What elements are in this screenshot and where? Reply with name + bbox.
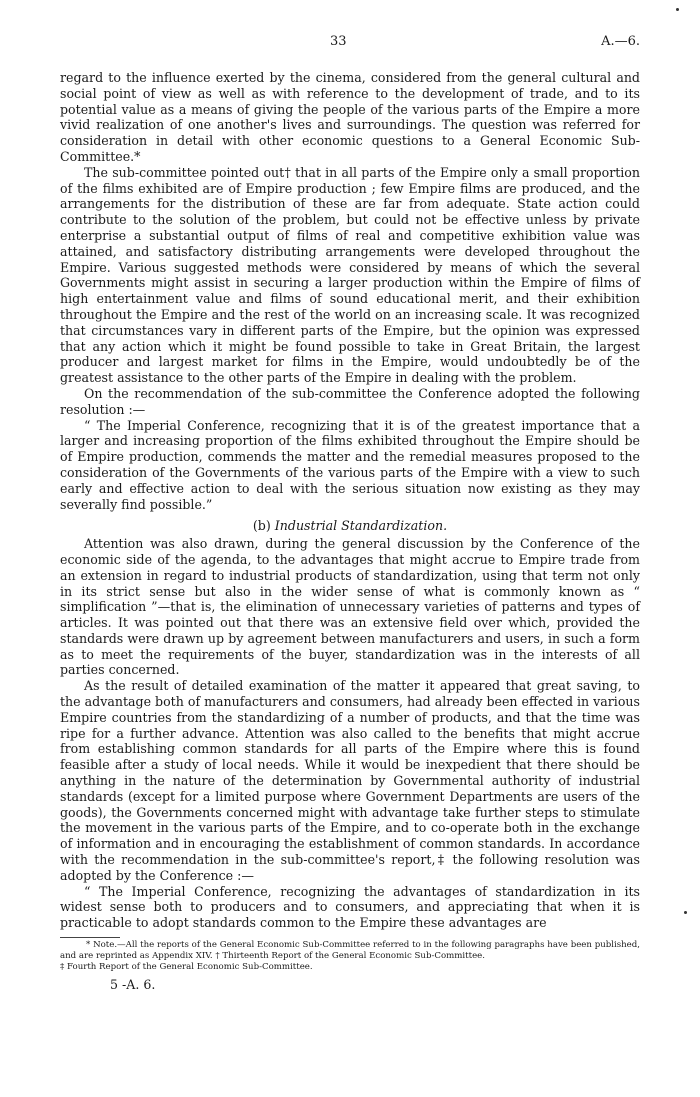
body-text	[60, 70, 640, 931]
page-header	[60, 30, 640, 52]
section-heading	[60, 518, 640, 534]
printer-reference: 5 -A. 6.	[110, 977, 156, 993]
footnote-divider	[60, 937, 120, 938]
section-label: (b)	[252, 518, 271, 534]
footnote-line: * Note.—All the reports of the General Economic Sub-Committee referred to in the following paragraphs have been published, and are reprinted as Appendix XIV. † Thirteenth Report of the General Economic Sub-Committee.	[60, 940, 640, 962]
section-title: Industrial Standardization.	[274, 518, 448, 534]
scan-speck	[676, 8, 679, 11]
paragraph-standardization-examination: As the result of detailed examination of the matter it appeared that great saving, to the advantage both of manufacturers and consumers, had already been effected in various Empire countries from the standardizing of a number of products, and that the time was ripe for a further advance. Attention was also called to the benefits that might accrue from establishing common standards for all parts of the Empire where this is found feasible after a study of local needs. While it would be inexpedient that there should be anything in the nature of the determination by Governmental authority of industrial standards (except for a limited purpose where Government Departments are users of the goods), the Governments concerned might with advantage take further steps to stimulate the movement in the various parts of the Empire, and to co-operate both in the exchange of information and in encouraging the establishment of common standards. In accordance with the recommendation in the sub-committee's report,‡ the following resolution was adopted by the Conference :—	[60, 678, 640, 883]
page-number: 33	[330, 34, 347, 49]
document-reference: A.—6.	[601, 34, 640, 49]
paragraph-cinema-intro: regard to the influence exerted by the cinema, considered from the general cultural and social point of view as well as with reference to the development of trade, and to its potential value as a means of giving the people of the various parts of the Empire a more vivid realization of one another's lives and surroundings. The question was referred for consideration in detail with other economic questions to a General Economic Sub-Committee.*	[60, 70, 640, 164]
paragraph-resolution-intro: On the recommendation of the sub-committee the Conference adopted the following resolution :—	[60, 385, 640, 417]
paragraph-sub-committee-findings: The sub-committee pointed out† that in all parts of the Empire only a small proportion of the films exhibited are of Empire production ; few Empire films are produced, and the arrangements for the distribution of these are far from adequate. State action could contribute to the solution of the problem, but could not be effective unless by private enterprise a substantial output of films of real and competitive exhibition value was attained, and satisfactory distributing arrangements were developed throughout the Empire. Various suggested methods were considered by means of which the several Governments might assist in securing a larger production within the Empire of films of high entertainment value and films of sound educational merit, and their exhibition throughout the Empire and the rest of the world on an increasing scale. It was recognized that circumstances vary in different parts of the Empire, but the opinion was expressed that any action which it might be found possible to take in Great Britain, the largest producer and largest market for films in the Empire, would undoubtedly be of the greatest assistance to the other parts of the Empire in dealing with the problem.	[60, 164, 640, 386]
document-page	[60, 30, 640, 992]
resolution-quote-films: “ The Imperial Conference, recognizing that it is of the greatest importance that a larger and increasing proportion of the films exhibited throughout the Empire should be of Empire production, commends the matter and the remedial measures proposed to the consideration of the Governments of the various parts of the Empire with a view to such early and effective action to deal with the serious situation now existing as they may severally find possible.”	[60, 417, 640, 512]
paragraph-standardization-attention: Attention was also drawn, during the general discussion by the Conference of the economic side of the agenda, to the advantages that might accrue to Empire trade from an extension in regard to industrial products of standardization, using that term not only in its strict sense but also in the wider sense of what is commonly known as “ simplification ”—that is, the elimination of unnecessary varieties of patterns and types of articles. It was pointed out that there was an extensive field over which, provided the standards were drawn up by agreement between manufacturers and users, in such a form as to meet the requirements of the buyer, standardization was in the interests of all parties concerned.	[60, 536, 640, 678]
resolution-quote-standardization: “ The Imperial Conference, recognizing the advantages of standardization in its widest sense both to producers and to consumers, and appreciating that when it is practicable to adopt standards common to the Empire these advantages are	[60, 883, 640, 931]
footnotes	[60, 940, 640, 973]
footnote-line: ‡ Fourth Report of the General Economic Sub-Committee.	[60, 962, 313, 973]
scan-speck	[684, 911, 687, 914]
